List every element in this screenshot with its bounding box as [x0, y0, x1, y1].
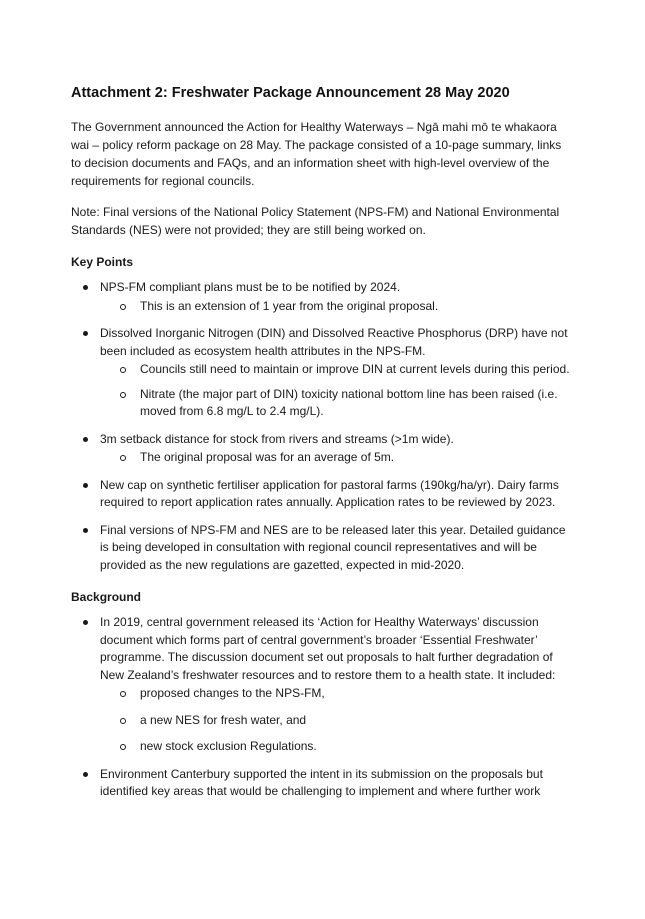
note-paragraph: Note: Final versions of the National Policy Statement (NPS-FM) and National Environmental Standards (NES) were not provided; they are still being worked on. — [71, 205, 560, 237]
bullet-icon — [83, 528, 88, 533]
intro-paragraph: The Government announced the Action for Healthy Waterways – Ngā mahi mō te whakaora wai – policy reform package on 28 May. The package consisted of a 10-page summary, links to decision documents and FAQs, and an information sheet with high-level overview of the requirements for regional councils. — [71, 120, 562, 188]
page-title: Attachment 2: Freshwater Package Announcement 28 May 2020 — [71, 85, 510, 101]
circle-bullet-icon — [120, 367, 126, 373]
bullet-icon — [83, 772, 88, 777]
list-item-text: In 2019, central government released its ‘Action for Healthy Waterways’ discussion document which forms part of central government’s broader ‘Essential Freshwater’ programme. The discussion document set out proposals to halt further degradation of New Zealand’s freshwater resources and to restore them to a health state. It included: — [100, 615, 556, 682]
list-item-text: NPS-FM compliant plans must be to be notified by 2024. — [100, 280, 401, 294]
bullet-icon — [83, 285, 88, 290]
list-item — [71, 431, 571, 467]
sub-list-item — [100, 361, 571, 379]
sub-list-item-text: proposed changes to the NPS-FM, — [140, 686, 325, 700]
sub-list-item — [100, 298, 571, 316]
sub-list-item-text: The original proposal was for an average of 5m. — [140, 450, 395, 464]
list-item — [71, 477, 571, 512]
circle-bullet-icon — [120, 455, 126, 461]
sub-list-item — [100, 386, 571, 421]
bullet-icon — [83, 620, 88, 625]
sub-list-item-text: This is an extension of 1 year from the original proposal. — [140, 298, 439, 313]
key-points-list — [71, 279, 571, 574]
background-heading: Background — [71, 590, 142, 604]
bullet-icon — [83, 483, 88, 488]
list-item — [71, 522, 571, 575]
list-item-text: New cap on synthetic fertiliser application for pastoral farms (190kg/ha/yr). Dairy farms required to report application rates annually. Application rates to be reviewed by 2023. — [100, 477, 559, 509]
sub-list-item — [100, 449, 571, 467]
circle-bullet-icon — [120, 718, 126, 724]
list-item-text: Environment Canterbury supported the intent in its submission on the proposals but identified key areas that would be challenging to implement and where further work — [100, 766, 543, 798]
key-points-heading: Key Points — [71, 255, 134, 269]
sub-list-item — [100, 685, 571, 703]
sub-list-item — [100, 738, 571, 756]
list-item — [71, 614, 571, 756]
sub-list-item — [100, 712, 571, 730]
list-item-text: Dissolved Inorganic Nitrogen (DIN) and Dissolved Reactive Phosphorus (DRP) have not been included as ecosystem health attributes in the NPS-FM. — [100, 326, 568, 358]
document-page — [71, 84, 571, 811]
list-item-text: Final versions of NPS-FM and NES are to be released later this year. Detailed guidance is being developed in consultation with regional council representatives and will be provided as the new regulations are gazetted, expected in mid-2020. — [100, 522, 566, 572]
bullet-icon — [83, 331, 88, 336]
circle-bullet-icon — [120, 691, 126, 697]
circle-bullet-icon — [120, 744, 126, 750]
sub-list-item-text: new stock exclusion Regulations. — [140, 739, 317, 753]
list-item-text: 3m setback distance for stock from rivers and streams (>1m wide). — [100, 431, 454, 446]
background-list — [71, 614, 571, 801]
sub-list-item-text: Councils still need to maintain or improve DIN at current levels during this period. — [140, 362, 570, 376]
bullet-icon — [83, 437, 88, 442]
circle-bullet-icon — [120, 392, 126, 398]
circle-bullet-icon — [120, 304, 126, 310]
list-item — [71, 279, 571, 315]
list-item — [71, 325, 571, 421]
list-item — [71, 766, 571, 801]
sub-list-item-text: Nitrate (the major part of DIN) toxicity national bottom line has been raised (i.e. moved from 6.8 mg/L to 2.4 mg/L). — [140, 386, 558, 418]
sub-list-item-text: a new NES for fresh water, and — [140, 712, 307, 727]
